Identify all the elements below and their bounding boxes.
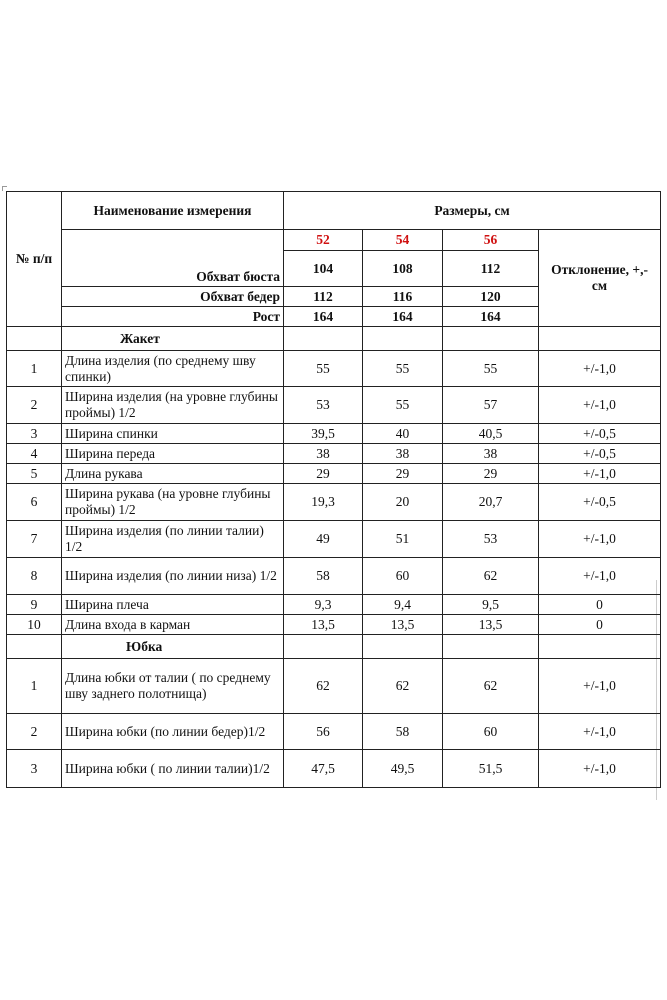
value-54: 29 [363,464,443,484]
size-table [6,191,661,788]
section-title: Жакет [62,327,284,351]
measurement-name: Ширина изделия (на уровне глубины проймы) 1/2 [62,387,284,424]
section-empty-cell [284,635,363,659]
value-52: 47,5 [284,750,363,788]
height-54: 164 [363,307,443,327]
value-54: 20 [363,484,443,521]
bust-54: 108 [363,251,443,287]
row-number: 1 [7,351,62,387]
value-54: 55 [363,387,443,424]
value-52: 13,5 [284,615,363,635]
row-number: 7 [7,521,62,558]
section-empty-cell [284,327,363,351]
value-52: 9,3 [284,595,363,615]
deviation-header-text: Отклонение, +,- см [551,262,648,293]
row-number: 9 [7,595,62,615]
hips-52: 112 [284,287,363,307]
row-number: 8 [7,558,62,595]
size-52: 52 [284,230,363,251]
hips-label: Обхват бедер [62,287,284,307]
deviation-value: +/-1,0 [539,558,661,595]
height-label: Рост [62,307,284,327]
table-row [7,351,661,387]
value-54: 13,5 [363,615,443,635]
table-row [7,387,661,424]
deviation-value: +/-0,5 [539,424,661,444]
table-row [7,659,661,714]
measurement-name: Ширина спинки [62,424,284,444]
sizes-header: Размеры, см [284,192,661,230]
value-56: 60 [443,714,539,750]
table-row [7,444,661,464]
value-56: 62 [443,558,539,595]
hips-54: 116 [363,287,443,307]
deviation-header [539,230,661,327]
value-56: 57 [443,387,539,424]
value-54: 58 [363,714,443,750]
measurement-name: Длина входа в карман [62,615,284,635]
value-56: 13,5 [443,615,539,635]
deviation-value: +/-0,5 [539,484,661,521]
section-empty-cell [539,635,661,659]
value-56: 62 [443,659,539,714]
measurement-name: Ширина рукава (на уровне глубины проймы) 1/2 [62,484,284,521]
value-54: 60 [363,558,443,595]
table-row [7,521,661,558]
value-52: 19,3 [284,484,363,521]
value-56: 9,5 [443,595,539,615]
row-number: 3 [7,424,62,444]
deviation-value: +/-1,0 [539,351,661,387]
row-number: 2 [7,714,62,750]
value-54: 51 [363,521,443,558]
section-title: Юбка [62,635,284,659]
deviation-value: +/-1,0 [539,387,661,424]
measurement-name: Ширина плеча [62,595,284,615]
value-56: 29 [443,464,539,484]
table-row [7,424,661,444]
table-row [7,615,661,635]
section-empty-cell [363,327,443,351]
section-empty-cell [443,327,539,351]
value-52: 56 [284,714,363,750]
row-number: 6 [7,484,62,521]
measurement-name: Ширина изделия (по линии талии) 1/2 [62,521,284,558]
measurement-name: Ширина юбки ( по линии талии)1/2 [62,750,284,788]
value-54: 55 [363,351,443,387]
measurements-body [7,327,661,788]
row-number: 5 [7,464,62,484]
deviation-value: +/-1,0 [539,464,661,484]
section-empty-cell [539,327,661,351]
measurement-name: Ширина переда [62,444,284,464]
measurement-name: Длина рукава [62,464,284,484]
row-number: 4 [7,444,62,464]
value-54: 49,5 [363,750,443,788]
row-number: 1 [7,659,62,714]
height-56: 164 [443,307,539,327]
table-row [7,464,661,484]
value-52: 38 [284,444,363,464]
bust-52: 104 [284,251,363,287]
value-56: 20,7 [443,484,539,521]
section-row [7,635,661,659]
measurement-name: Длина юбки от талии ( по среднему шву заднего полотнища) [62,659,284,714]
deviation-value: 0 [539,615,661,635]
value-54: 9,4 [363,595,443,615]
table-row [7,484,661,521]
section-row [7,327,661,351]
name-header: Наименование измерения [62,192,284,230]
value-54: 40 [363,424,443,444]
value-52: 58 [284,558,363,595]
value-52: 62 [284,659,363,714]
table-row [7,714,661,750]
section-empty-cell [363,635,443,659]
value-52: 49 [284,521,363,558]
bust-label: Обхват бюста [62,230,284,287]
deviation-value: +/-0,5 [539,444,661,464]
value-52: 39,5 [284,424,363,444]
section-num-cell [7,327,62,351]
value-56: 53 [443,521,539,558]
value-52: 55 [284,351,363,387]
deviation-value: +/-1,0 [539,659,661,714]
table-row [7,595,661,615]
bust-56: 112 [443,251,539,287]
measurement-name: Ширина изделия (по линии низа) 1/2 [62,558,284,595]
size-56: 56 [443,230,539,251]
value-54: 62 [363,659,443,714]
measurement-name: Длина изделия (по среднему шву спинки) [62,351,284,387]
row-number: 3 [7,750,62,788]
value-52: 53 [284,387,363,424]
hips-56: 120 [443,287,539,307]
table-row [7,750,661,788]
deviation-value: +/-1,0 [539,521,661,558]
deviation-value: 0 [539,595,661,615]
table-row [7,558,661,595]
section-empty-cell [443,635,539,659]
measurement-name: Ширина юбки (по линии бедер)1/2 [62,714,284,750]
row-number: 10 [7,615,62,635]
deviation-value: +/-1,0 [539,714,661,750]
num-header: № п/п [7,192,62,327]
value-56: 38 [443,444,539,464]
value-54: 38 [363,444,443,464]
row-number: 2 [7,387,62,424]
height-52: 164 [284,307,363,327]
size-54: 54 [363,230,443,251]
value-56: 55 [443,351,539,387]
section-num-cell [7,635,62,659]
value-56: 51,5 [443,750,539,788]
value-56: 40,5 [443,424,539,444]
deviation-value: +/-1,0 [539,750,661,788]
value-52: 29 [284,464,363,484]
